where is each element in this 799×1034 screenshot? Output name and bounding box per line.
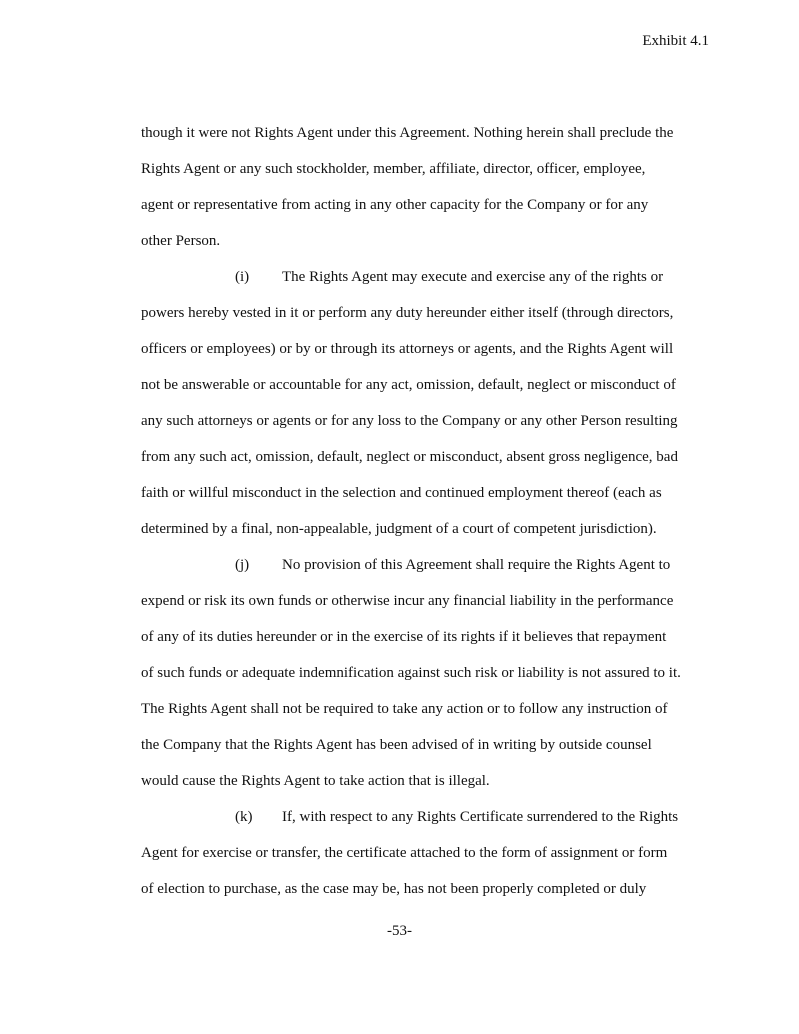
body-line: would cause the Rights Agent to take action that is illegal. — [141, 773, 490, 789]
body-line: of any of its duties hereunder or in the exercise of its rights if it believes that repayment — [141, 629, 667, 645]
body-line: the Company that the Rights Agent has been advised of in writing by outside counsel — [141, 737, 652, 753]
body-line: determined by a final, non-appealable, judgment of a court of competent jurisdiction). — [141, 521, 657, 537]
body-line: any such attorneys or agents or for any loss to the Company or any other Person resulting — [141, 413, 678, 429]
paragraph-marker: (k) — [235, 809, 253, 825]
paragraph-first-line: If, with respect to any Rights Certificate surrendered to the Rights — [282, 809, 679, 825]
body-line: officers or employees) or by or through its attorneys or agents, and the Rights Agent will — [141, 341, 674, 357]
body-line: not be answerable or accountable for any act, omission, default, neglect or misconduct of — [141, 377, 676, 393]
paragraph-first-line: No provision of this Agreement shall require the Rights Agent to — [282, 557, 671, 573]
body-line: other Person. — [141, 233, 221, 249]
paragraph-marker: (i) — [235, 269, 250, 285]
body-line: powers hereby vested in it or perform any duty hereunder either itself (through directors, — [141, 305, 674, 321]
body-line: from any such act, omission, default, neglect or misconduct, absent gross negligence, bad — [141, 449, 678, 465]
body-line: expend or risk its own funds or otherwise incur any financial liability in the performance — [141, 593, 674, 609]
body-line: The Rights Agent shall not be required to take any action or to follow any instruction of — [141, 701, 668, 717]
exhibit-label: Exhibit 4.1 — [642, 33, 709, 49]
body-line: though it were not Rights Agent under this Agreement. Nothing herein shall preclude the — [141, 125, 674, 141]
body-line: of such funds or adequate indemnification against such risk or liability is not assured to it. — [141, 665, 681, 681]
body-line: faith or willful misconduct in the selection and continued employment thereof (each as — [141, 485, 662, 501]
body-line: Rights Agent or any such stockholder, member, affiliate, director, officer, employee, — [141, 161, 646, 177]
body-line: of election to purchase, as the case may be, has not been properly completed or duly — [141, 881, 647, 897]
body-line: Agent for exercise or transfer, the certificate attached to the form of assignment or form — [141, 845, 668, 861]
body-line: agent or representative from acting in any other capacity for the Company or for any — [141, 197, 649, 213]
paragraph-first-line: The Rights Agent may execute and exercise any of the rights or — [282, 269, 664, 285]
paragraph-marker: (j) — [235, 557, 250, 573]
page-number: -53- — [387, 923, 412, 939]
